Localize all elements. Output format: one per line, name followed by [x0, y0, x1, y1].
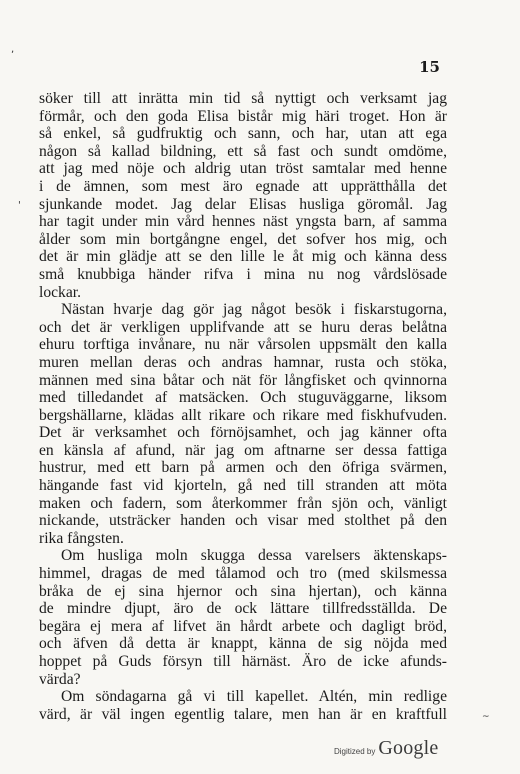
text-line: har tagit under min vård hennes näst yngsta barn, af samma: [39, 213, 447, 231]
text-line: ålder som min bortgångne engel, det sofver hos mig, och: [39, 230, 447, 248]
text-line: maken och fadern, som återkommer från sjön och, vänligt: [39, 494, 447, 512]
text-line: en känsla af afund, när jag om aftnarne ser dessa fattiga: [39, 441, 447, 459]
text-line: hoppet på Guds försyn till härnäst. Äro de icke afunds-: [39, 653, 447, 670]
text-line: Det är verksamhet och förnöjsamhet, och jag känner ofta: [39, 424, 447, 442]
text-line: hängande fast vid kjorteln, gå ned till stranden att möta: [39, 477, 447, 495]
margin-mark: ~: [482, 712, 490, 722]
text-line: så enkel, så gudfruktig och sann, och har, utan att ega: [39, 125, 447, 143]
body-text: [39, 90, 447, 723]
text-line: hustrur, med ett barn på armen och den öfriga svärmen,: [39, 459, 447, 477]
text-line: rika fångsten.: [39, 529, 124, 547]
text-line: någon så kallad bildning, ett så fast och sundt omdöme,: [39, 142, 447, 160]
text-line: himmel, dragas de med tålamod och tro (med skilsmessa: [39, 565, 447, 583]
text-line: söker till att inrätta min tid så nyttigt och verksamt jag: [39, 90, 447, 107]
google-logo: Google: [378, 737, 439, 759]
text-line: i de ämnen, som mest äro egnade att upprätthålla det: [39, 177, 447, 195]
text-line: att jag med nöje och aldrig utan tröst samtalar med henne: [39, 160, 447, 178]
watermark-prefix: Digitized by: [334, 747, 376, 756]
text-line: värda?: [39, 670, 81, 688]
text-line: med tilledandet af matsäcken. Och stuguväggarne, liksom: [39, 389, 447, 407]
text-line: små knubbiga händer rifva i mina nu nog vårdslösade: [39, 265, 447, 283]
text-line: ehuru torftiga invånare, nu när vårsolen uppsmält den kalla: [39, 336, 447, 354]
text-line: sjunkande modet. Jag delar Elisas husliga göromål. Jag: [39, 195, 447, 213]
text-line: förmår, och den goda Elisa bistår mig häri troget. Hon är: [39, 107, 447, 125]
digitization-watermark: [334, 737, 438, 760]
text-line: och det är verkligen upplifvande att se huru deras belåtna: [39, 318, 447, 336]
text-line: lockar.: [39, 283, 81, 301]
text-line: de mindre djupt, äro de ock lättare tillfredsställda. De: [39, 600, 447, 618]
text-line: Nästan hvarje dag gör jag något besök i fiskarstugorna,: [61, 301, 447, 319]
text-line: det är min glädje att se den lille le åt mig och känna dess: [39, 248, 447, 266]
text-line: och äfven då detta är knappt, känna de sig nöjda med: [39, 635, 447, 653]
text-line: Om husliga moln skugga dessa varelsers äktenskaps-: [61, 547, 447, 565]
text-line: värd, är väl ingen egentlig talare, men han är en kraftfull: [39, 705, 447, 723]
text-line: Om söndagarna gå vi till kapellet. Altén, min redlige: [61, 688, 447, 706]
margin-mark: ': [18, 200, 21, 211]
margin-mark: ,: [11, 44, 15, 55]
page-number: 15: [419, 58, 440, 76]
text-line: bråka de ej sina hjernor och sina hjertan), och känna: [39, 582, 447, 600]
text-line: nickande, utsträcker handen och visar med stolthet på den: [39, 512, 447, 530]
text-line: bergshällarne, klädas allt rikare och rikare med fiskhufvuden.: [39, 406, 447, 424]
text-line: muren mellan deras och andras hamnar, rusta och stöka,: [39, 353, 447, 371]
text-line: begära ej mera af lifvet än hårdt arbete och dagligt bröd,: [39, 617, 447, 635]
text-line: männen med sina båtar och nät för långfisket och qvinnorna: [39, 371, 447, 389]
